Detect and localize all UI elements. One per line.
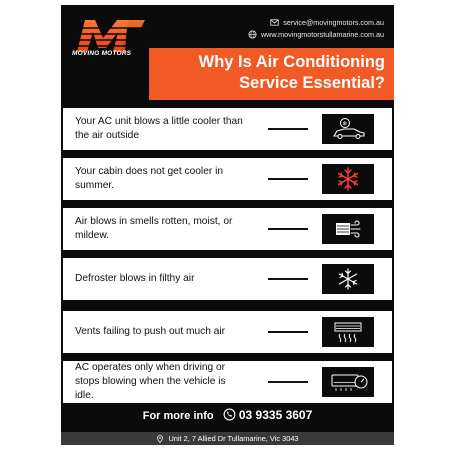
symptom-row	[63, 311, 392, 353]
contact-block	[248, 16, 384, 40]
address-bar	[61, 432, 394, 445]
address-text: Unit 2, 7 Allied Dr Tullamarine, Vic 3043	[168, 434, 299, 443]
symptom-row	[63, 108, 392, 150]
symptom-text: AC operates only when driving or stops blowing when the vehicle is idle.	[75, 362, 226, 401]
more-info-label: For more info	[142, 410, 214, 422]
divider-line	[268, 381, 308, 383]
divider-line	[268, 278, 308, 280]
symptom-row	[63, 158, 392, 200]
website-text: www.movingmotorstullamarine.com.au	[260, 29, 384, 39]
globe-icon	[248, 30, 257, 39]
divider-line	[268, 228, 308, 230]
brand-name: MOVING MOTORS	[72, 50, 132, 57]
symptom-text: Defroster blows in filthy air	[75, 273, 195, 284]
website-row[interactable]	[248, 28, 384, 40]
title-line-1: Why Is Air Conditioning	[198, 53, 385, 71]
snowflake-icon	[322, 164, 374, 194]
phone-number[interactable]: 03 9335 3607	[238, 408, 313, 422]
location-pin-icon	[156, 435, 164, 443]
symptom-text: Your AC unit blows a little cooler than the air outside	[75, 116, 243, 141]
defroster-icon	[322, 264, 374, 294]
divider-line	[268, 128, 308, 130]
poster	[61, 5, 394, 445]
email-text: service@movingmotors.com.au	[283, 17, 384, 27]
title-band	[149, 48, 394, 100]
email-icon	[270, 18, 279, 27]
vent-heat-icon	[322, 317, 374, 347]
ac-unit-gauge-icon	[322, 367, 374, 397]
car-cooling-icon	[322, 114, 374, 144]
symptom-row	[63, 208, 392, 250]
symptom-text: Your cabin does not get cooler in summer.	[75, 166, 224, 191]
phone-icon	[223, 408, 236, 424]
symptom-text: Air blows in smells rotten, moist, or mildew.	[75, 216, 233, 241]
air-vent-smell-icon	[322, 214, 374, 244]
email-row[interactable]	[248, 16, 384, 28]
symptom-row	[63, 361, 392, 403]
divider-line	[268, 331, 308, 333]
symptom-text: Vents failing to push out much air	[75, 326, 226, 337]
svg-text:❄: ❄	[342, 120, 348, 128]
more-info-line	[61, 408, 394, 424]
title-line-2: Service Essential?	[239, 74, 385, 92]
divider-line	[268, 178, 308, 180]
symptom-row	[63, 258, 392, 300]
